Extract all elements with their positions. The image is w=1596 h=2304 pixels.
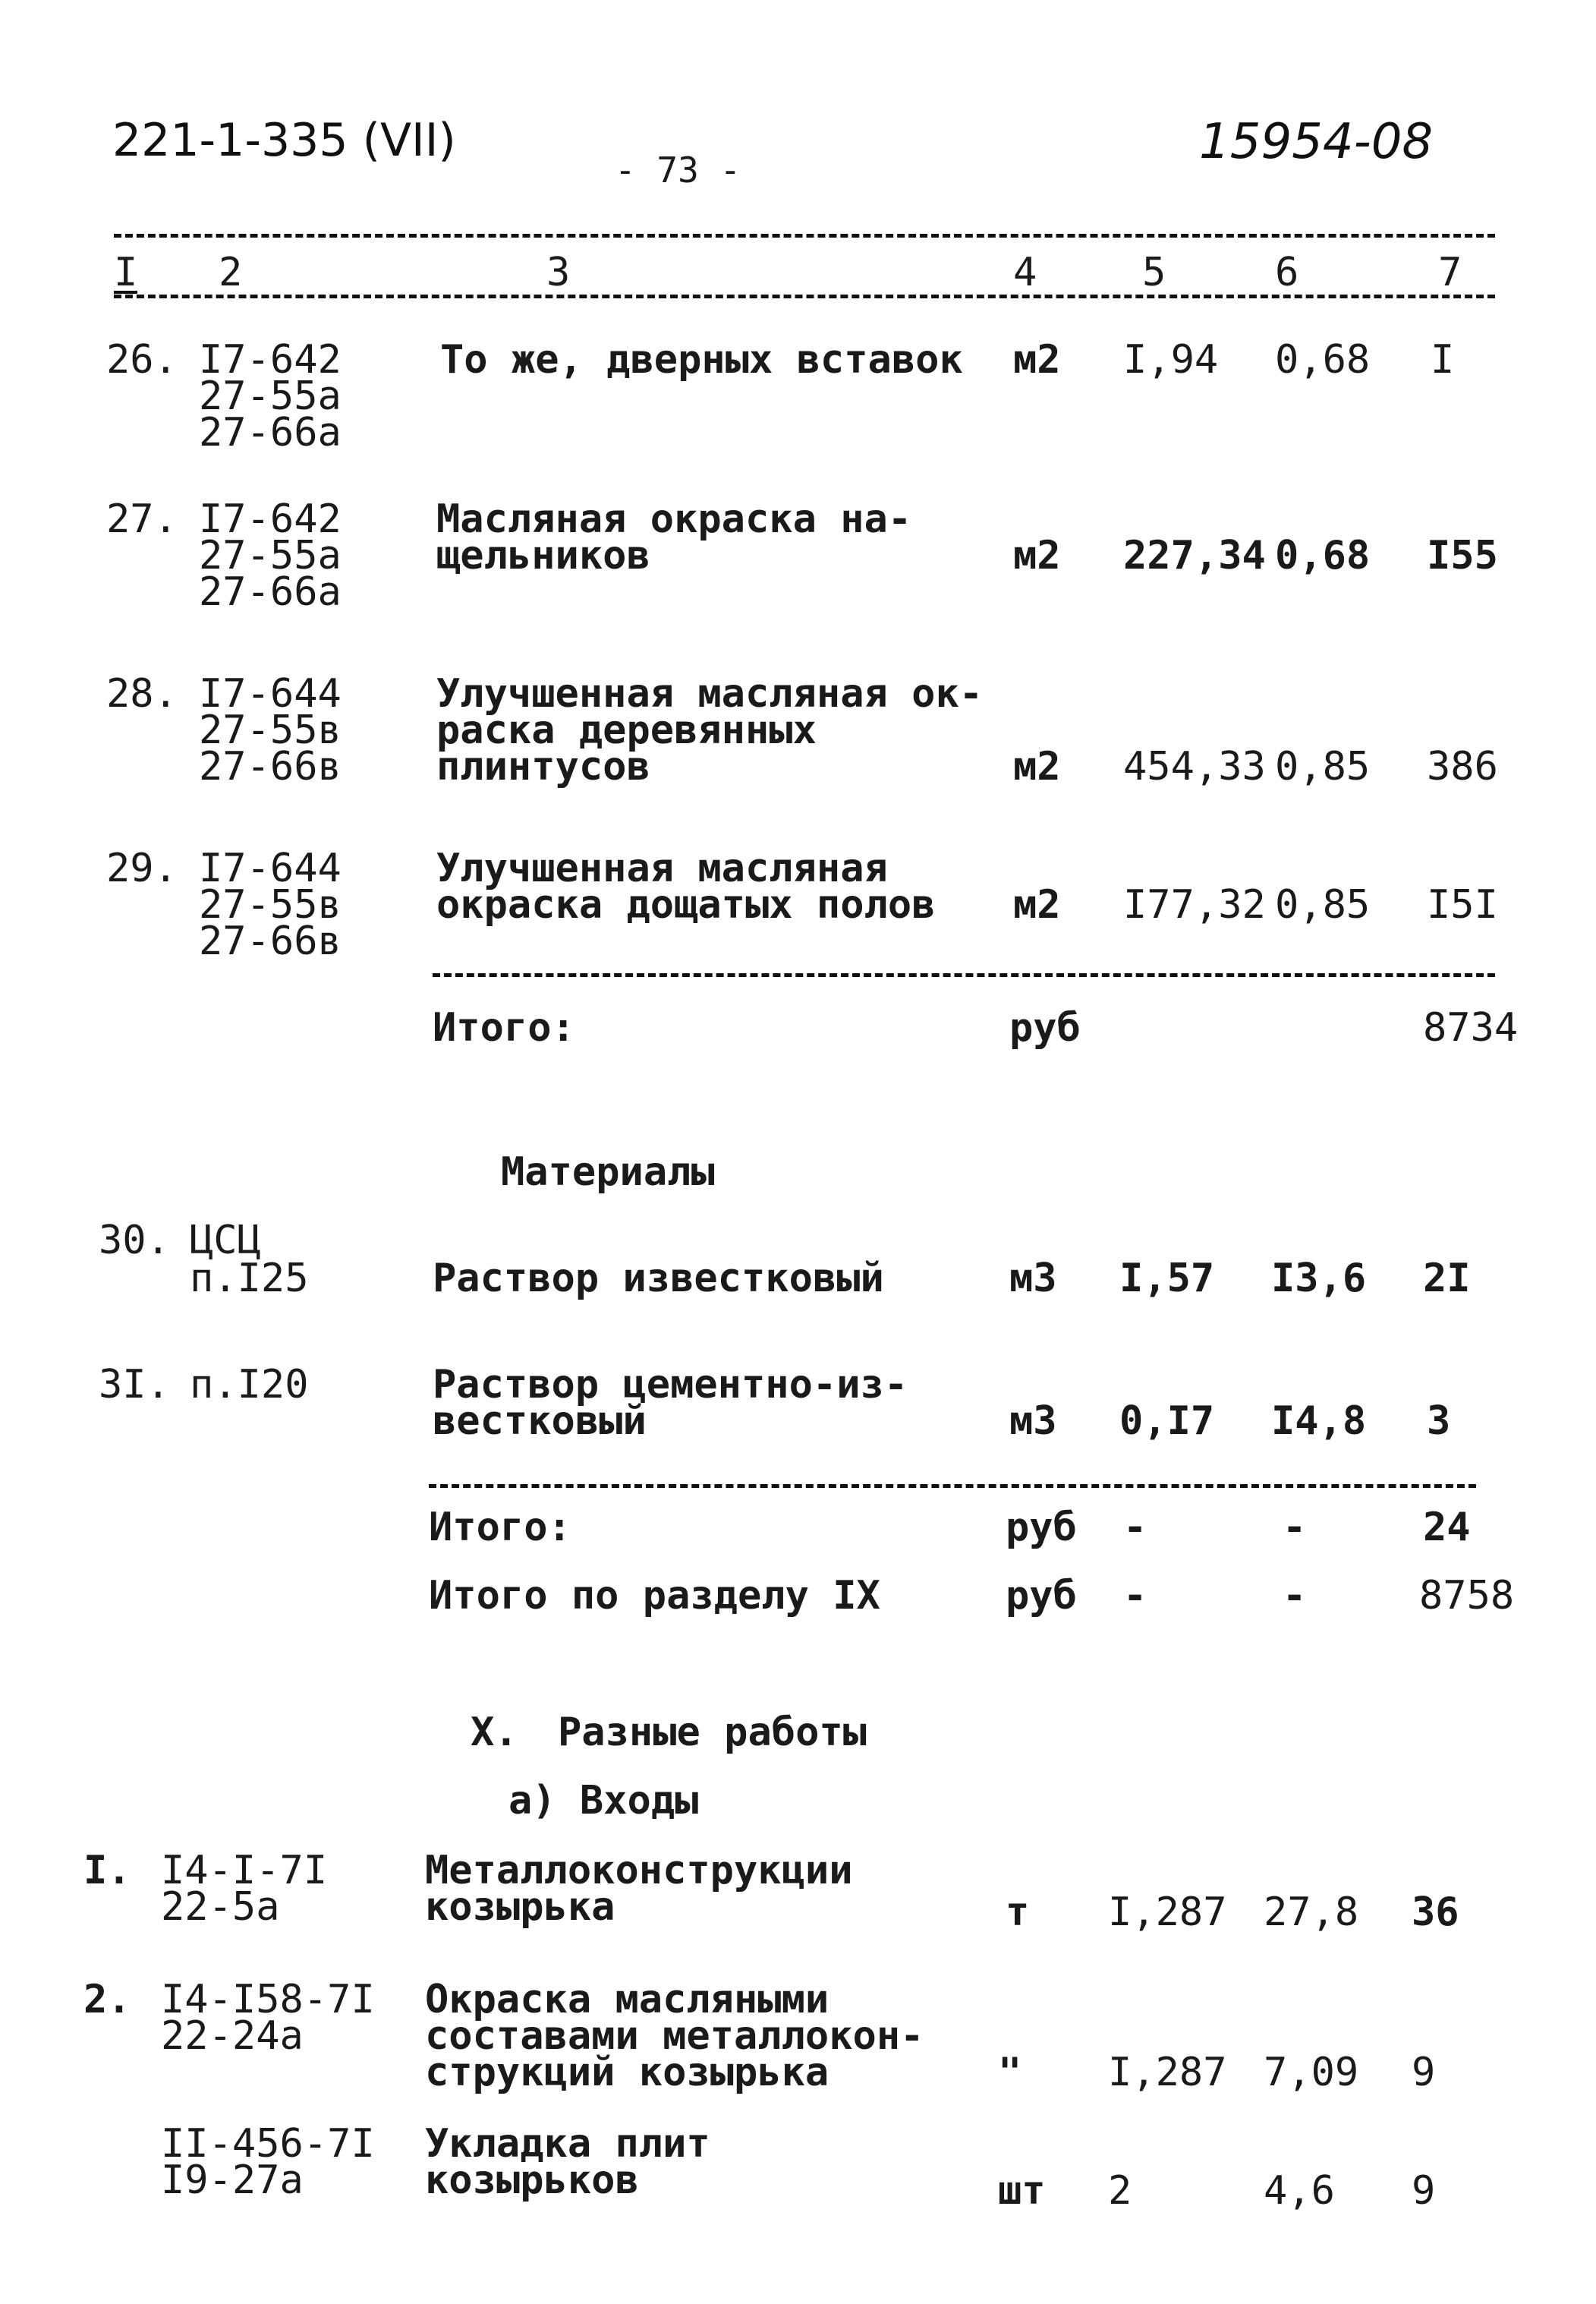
row-description-line: Укладка плит [425,2121,710,2167]
row-code-line: I4-I-7I [161,1848,328,1893]
row-price: 4,6 [1264,2168,1335,2214]
section-total-unit: руб [1006,1573,1077,1618]
row-quantity: I,287 [1108,2050,1227,2095]
section-number: X. [471,1710,518,1755]
subtotal-quantity: - [1123,1505,1147,1550]
header-bottom-rule [114,295,1495,298]
row-code-line: 27-55a [199,533,342,578]
row-description-line: плинтусов [436,744,650,790]
row-price: I3,6 [1271,1256,1367,1301]
column-number-4: 4 [1013,250,1037,295]
row-number: 2. [83,1977,131,2022]
row-description-line: составами металлокон- [425,2013,924,2059]
row-number: 26. [106,337,178,383]
row-price: I4,8 [1271,1398,1367,1444]
section-total-quantity: - [1123,1573,1147,1618]
row-unit: шт [998,2168,1046,2214]
row-unit: м2 [1013,337,1061,383]
reference-number: 15954-08 [1199,114,1434,170]
row-code-line: п.I20 [190,1362,309,1407]
row-code-line: 27-66в [199,744,342,790]
row-price: 0,85 [1275,882,1371,928]
row-description-line: Масляная окраска на- [436,496,912,542]
row-description-line: Улучшенная масляная [436,846,888,891]
row-code-line: I7-644 [199,671,342,717]
row-code-line: I7-642 [199,337,342,383]
subtotal-total: 8734 [1423,1005,1519,1051]
row-price: 0,85 [1275,744,1371,790]
row-quantity: 0,I7 [1119,1398,1215,1444]
row-description-line: окраска дощатых полов [436,882,936,928]
row-description-line: раска деревянных [436,708,817,753]
row-description-line: Окраска масляными [425,1977,829,2022]
row-code-line: 27-55в [199,882,342,928]
page-number: - 73 - [615,150,741,191]
row-price: 7,09 [1264,2050,1359,2095]
row-quantity: I,94 [1123,337,1219,383]
column-number-3: 3 [546,250,571,295]
row-unit: м2 [1013,533,1061,578]
subsection-title: а) Входы [508,1778,699,1823]
row-description-line: козырьков [425,2157,639,2203]
subtotal-rule [429,1484,1476,1488]
section-total-label: Итого по разделу IX [429,1573,880,1618]
subtotal-unit: руб [1009,1005,1081,1051]
row-unit: м2 [1013,882,1061,928]
row-unit: т [1006,1890,1030,1935]
subtotal-unit: руб [1006,1505,1077,1550]
row-code-line: I9-27a [161,2157,304,2203]
row-total: 9 [1412,2050,1436,2095]
row-unit: " [998,2050,1022,2095]
section-title: Разные работы [558,1710,867,1755]
row-quantity: 454,33 [1123,744,1266,790]
row-code-line: ЦСЦ [190,1218,261,1263]
row-unit: м3 [1009,1398,1057,1444]
row-total: I55 [1427,533,1498,578]
row-total: 3 [1427,1398,1451,1444]
row-number: 29. [106,846,178,891]
subtotal-label: Итого: [429,1505,571,1550]
row-code-line: 27-66a [199,569,342,615]
section-total-total: 8758 [1419,1573,1515,1618]
row-unit: м2 [1013,744,1061,790]
row-description-line: Улучшенная масляная ок- [436,671,984,717]
row-description-line: козырька [425,1884,615,1930]
row-total: I5I [1427,882,1498,928]
column-number-6: 6 [1275,250,1299,295]
header-top-rule [114,234,1495,238]
row-total: 36 [1412,1890,1459,1935]
subtotal-total: 24 [1423,1505,1471,1550]
row-total: 2I [1423,1256,1471,1301]
row-quantity: 2 [1108,2168,1132,2214]
row-price: 27,8 [1264,1890,1359,1935]
subtotal-rule [433,973,1495,977]
row-code-line: 27-55a [199,373,342,419]
row-code-line: I7-642 [199,496,342,542]
row-description-line: вестковый [433,1398,647,1444]
row-quantity: 227,34 [1123,533,1266,578]
row-price: 0,68 [1275,533,1371,578]
row-quantity: I,57 [1119,1256,1215,1301]
row-code-line: 22-5a [161,1884,280,1930]
row-code-line: 27-66a [199,410,342,455]
row-number: 30. [99,1218,170,1263]
row-number: I. [83,1848,131,1893]
materials-heading: Материалы [501,1149,715,1195]
column-number-5: 5 [1142,250,1166,295]
row-description-line: струкций козырька [425,2050,829,2095]
row-description-line: То же, дверных вставок [440,337,963,383]
row-code-line: 27-55в [199,708,342,753]
row-description-line: щельников [436,533,650,578]
doc-code: 221-1-335 (VII) [112,114,456,167]
section-total-price: - [1283,1573,1307,1618]
row-description-line: Раствор цементно-из- [433,1362,908,1407]
row-total: 9 [1412,2168,1436,2214]
row-code-line: II-456-7I [161,2121,375,2167]
row-price: 0,68 [1275,337,1371,383]
row-code-line: 22-24a [161,2013,304,2059]
row-quantity: I77,32 [1123,882,1266,928]
row-description-line: Раствор известковый [433,1256,884,1301]
row-total: I [1431,337,1455,383]
row-unit: м3 [1009,1256,1057,1301]
row-code-line: п.I25 [190,1256,309,1301]
column-number-1: I [114,250,138,295]
row-number: 3I. [99,1362,170,1407]
column-number-2: 2 [219,250,243,295]
row-description-line: Металлоконструкции [425,1848,853,1893]
subtotal-label: Итого: [433,1005,575,1051]
row-quantity: I,287 [1108,1890,1227,1935]
column-number-7: 7 [1438,250,1462,295]
row-number: 28. [106,671,178,717]
row-total: 386 [1427,744,1498,790]
subtotal-price: - [1283,1505,1307,1550]
row-number: 27. [106,496,178,542]
row-code-line: I4-I58-7I [161,1977,375,2022]
row-code-line: I7-644 [199,846,342,891]
row-code-line: 27-66в [199,919,342,964]
